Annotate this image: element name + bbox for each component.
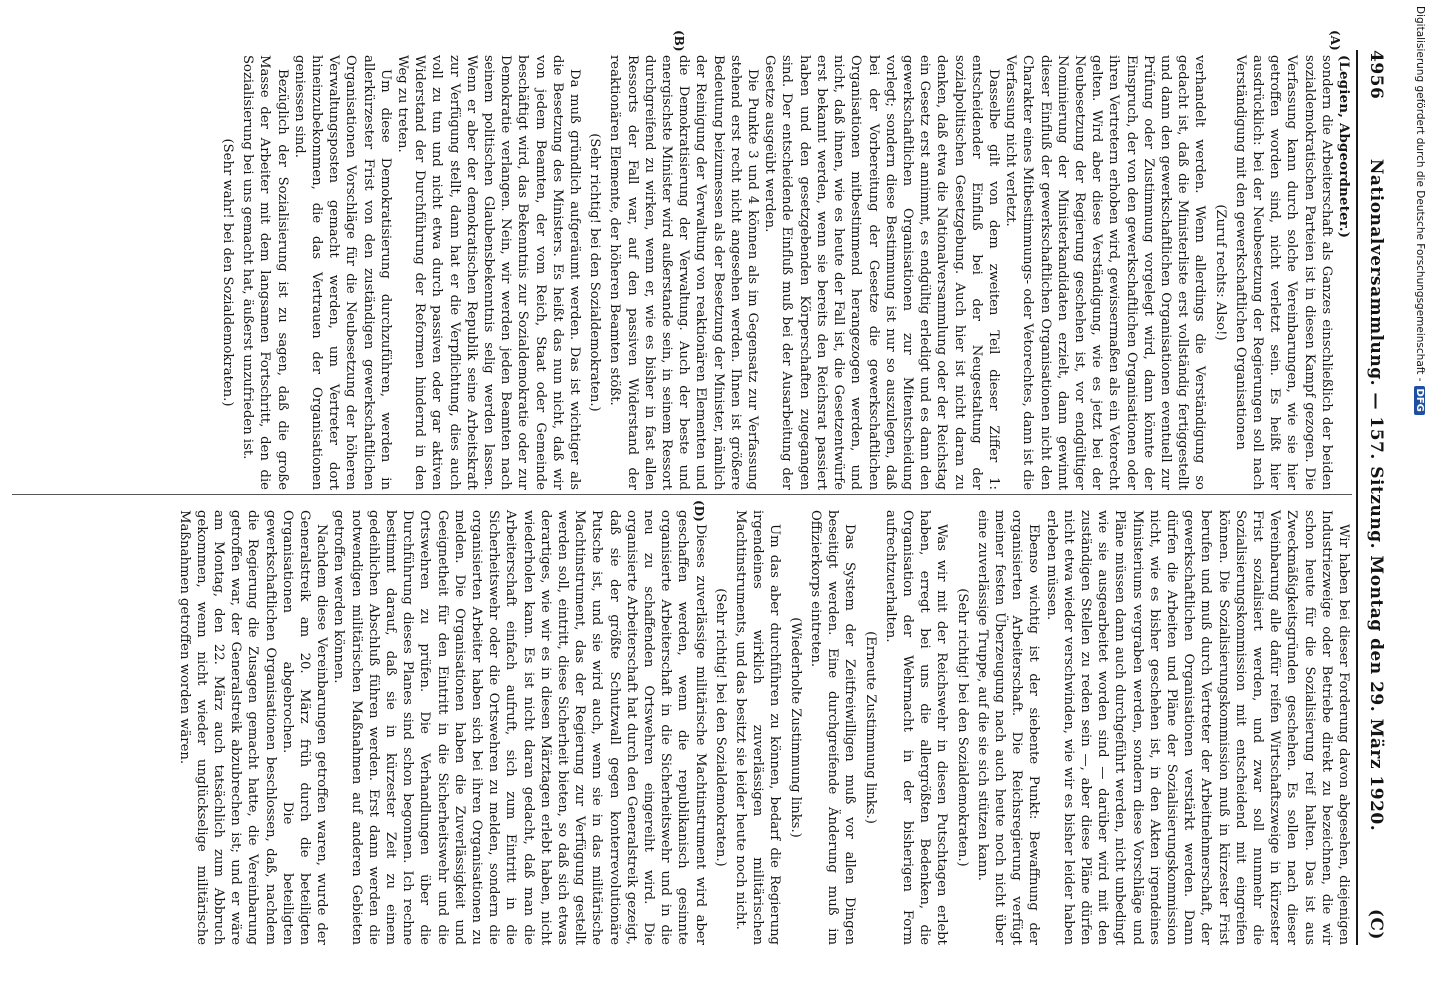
speaker-name: (Legien, Abgeordneter.) — [1336, 55, 1351, 239]
running-title: Nationalversammlung. — 157. Sitzung. Montag den 29. März 1920. — [1366, 158, 1386, 832]
interjection: (Wiederholte Zustimmung links.) — [787, 617, 803, 838]
interjection: (Sehr richtig! bei den Sozialdemokraten.) — [954, 588, 970, 867]
interjection: (Erneute Zustimmung links.) — [862, 631, 878, 824]
paragraph: Da muß gründlich aufgeräumt werden. Das ist wichtiger als die Besetzung des Ministers. Es heißt das nun nicht, daß wir von jedem Beamten, der vom Reich, Staat oder Gemeinde beschäftigt wird, das Bekenntnis zur Sozialdemokratie oder zur Demokratie verlangen. Nein, wir werden jeden Beamten nach seinem politischen Glaubensbekenntnis selig werden lassen. Wenn er aber der demokratischen Republik seine Arbeitskraft zur Verfügung stellt, dann hat er die Verpflichtung, dies auch voll zu tun und nicht etwa durch passiven oder gar aktiven Widerstand der Durchführung der Reformen hindernd in den Weg zu treten. — [395, 55, 583, 490]
page-number: 4956 — [1366, 50, 1386, 100]
header-rule — [1356, 50, 1358, 945]
paragraph: Um das aber durchführen zu können, bedarf die Regierung irgendeines wirklich zuverlässigen militärischen Machtinstruments, und das besitzt sie leider heute noch nicht. — [733, 510, 783, 945]
column-left — [216, 55, 1352, 490]
column-divider — [12, 494, 1352, 495]
column-marker-c: (C) — [1366, 908, 1386, 940]
interjection: (Zuruf rechts: Also!) — [1212, 204, 1228, 341]
paragraph: Wir haben bei dieser Forderung davon abgesehen, diejenigen Industriezweige oder Betriebe direkt zu bezeichnen, die wir schon heute für die Sozialisierung reif halten. Das ist aus Zweckmäßigkeitsgründen geschehen. Es sollen nach dieser Vereinbarung alle dafür reifen Wirtschaftszweige in kürzester Frist sozialisiert werden, und zwar soll nunmehr die Sozialisierungskommission mit entscheidend mit eingreifen können. Die Sozialisierungskommission muß in kürzester Frist berufen und muß durch Vertreter der Arbeitnehmerschaft, der gewerkschaftlichen Organisationen verstärkt werden. Dann dürfen die Arbeiten und Pläne der Sozialisierungskommission nicht, wie es bisher geschehen ist, in den Akten irgendeines Ministeriums vergraben werden, sondern diese Vorschläge und Pläne müssen dann auch durchgeführt werden, nicht unbedingt wie sie ausgearbeitet worden sind — darüber wird mit den zuständigen Stellen zu reden sein —, aber diese Pläne dürfen nicht etwa wieder verschwinden, wie wir es bisher leider haben erleben müssen. — [1043, 510, 1351, 945]
interjection: (Sehr richtig! bei den Sozialdemokraten.) — [587, 133, 603, 412]
paragraph: Bezüglich der Sozialisierung ist zu sagen, daß die große Masse der Arbeiter mit dem langsamen Fortschritt, den die Sozialisierung bei uns gemacht hat, äußerst unzufrieden ist. — [240, 55, 290, 490]
dfg-sidebar — [1404, 6, 1428, 666]
margin-mark-b: (B) — [672, 30, 686, 52]
paragraph: Das System der Zeitfreiwilligen muß vor allen Dingen beseitigt werden. Eine durchgreifende Änderung muß im Offizierkorps eintreten. — [807, 510, 858, 945]
column-right — [175, 510, 1352, 945]
paragraph: Die Punkte 3 und 4 können als im Gegensatz zur Verfassung stehend erst recht nicht angesehen werden. Ihnen ist größere Bedeutung beizumessen als der Besetzung der Minister, nämlich der Reinigung der Verwaltung von reaktionären Elementen und die Demokratisierung der Verwaltung. Auch der beste und energischste Minister wird außerstande sein, in seinem Ressort durchgreifend zu wirken, wenn er, wie es bisher in fast allen Ressorts der Fall war, auf den passiven Widerstand der reaktionären Elemente, der höheren Beamten stößt. — [607, 55, 761, 490]
funding-note — [1406, 6, 1426, 666]
paragraph: Nachdem diese Vereinbarungen getroffen waren, wurde der Generalstreik am 20. März früh durch die beteiligten Organisationen abgebrochen. Die beteiligten gewerkschaftlichen Organisationen beschlossen, daß, nachdem die Regierung die Zusagen gemacht hatte, die Vereinbarung getroffen war, der Generalstreik abzubrechen ist; und er wäre am Montag, den 22. März auch tatsächlich zum Abbruch gekommen, wenn nicht wieder unglückselige militärische Maßnahmen getroffen worden wären. — [176, 510, 330, 945]
paragraph: Dieses zuverlässige militärische Machtinstrument wird aber geschaffen werden, wenn die republikanisch gesinnte organisierte Arbeiterschaft in die Sicherheitswehr und in die neu zu schaffenden Ortswehren eingereiht wird. Die organisierte Arbeiterschaft hat durch den Generalstreik gezeigt, daß sie der größte Schutzwall gegen konterrevolutionäre Putsche ist, und sie wird auch, wenn sie in das militärische Machtinstrument, das der Regierung zur Verfügung gestellt werden soll, eintritt, diese Sicherheit bieten, so daß sich etwas derartiges, wie wir es in diesen Märztagen erlebt haben, nicht wiederholen kann. Es ist nicht daran gedacht, daß man die Arbeiterschaft einfach aufruft, sich zum Eintritt in die Sicherheitswehr oder die Ortswehren zu melden, sondern die organisierten Arbeiter haben sich bei ihren Organisationen zu melden. Die Organisationen haben die Zuverlässigkeit und Geeignetheit für den Eintritt in die Sicherheitswehr und die Ortswehren zu prüfen. Die Verhandlungen über die Durchführung dieses Planes sind schon begonnen. Ich rechne bestimmt darauf, daß sie in kürzester Zeit zu einem gedeihlichen Abschluß führen werden. Erst dann werden die notwendigen militärischen Maßnahmen auf anderen Gebieten getroffen werden können. — [331, 510, 708, 945]
paragraph: Was wir mit der Reichswehr in diesen Putschtagen erlebt haben, erregt bei uns die allergrößten Bedenken, die Organisation der Wehrmacht in der bisherigen Form aufrechtzuerhalten. — [882, 510, 950, 945]
funding-text: Digitalisierung gefördert durch die Deutsche Forschungsgemeinschaft - — [1414, 6, 1426, 382]
paragraph: Dasselbe gilt von dem zweiten Teil dieser Ziffer 1: entscheidender Einfluß bei der Neugestaltung der sozialpolitischen Gesetzgebung. Auch hier ist nicht daran zu denken, daß etwa die Nationalversammlung oder der Reichstag ein Gesetz erst annimmt, es endgültig erledigt und es dann den gewerkschaftlichen Organisationen zur Mitentscheidung vorlegt; sondern diese Bestimmung ist nur so auszulegen, daß bei der Vorbereitung der Gesetze die gewerkschaftlichen Organisationen mitbestimmend herangezogen werden, und nicht, daß ihnen, wie es heute der Fall ist, die Gesetzentwürfe erst bekannt werden, wenn sie bereits den Reichsrat passiert haben und den gesetzgebenden Körperschaften zugegangen sind. Der entscheidende Einfluß muß bei der Ausarbeitung der Gesetze ausgeübt werden. — [762, 55, 1001, 490]
paragraph: verhandelt werden. Wenn allerdings die Verständigung so gedacht ist, daß die Ministerliste erst vollständig fertiggestellt und dann den gewerkschaftlichen Organisationen eventuell zur Prüfung oder Zustimmung vorgelegt wird, dann könnte der Einspruch, der von den gewerkschaftlichen Organisationen oder ihren Vertretern erhoben wird, gewissermaßen als ein Vetorecht gelten. Wird aber diese Verständigung, wie es jetzt bei der Neubesetzung der Regierung geschehen ist, vor endgültiger Nominierung der Ministerkandidaten erzielt, dann gewinnt dieser Einfluß der gewerkschaftlichen Organisationen nicht den Charakter eines Mitbestimmungs- oder Vetorechtes, dann ist die Verfassung nicht verletzt. — [1003, 55, 1208, 490]
margin-mark-d: (D) — [692, 500, 706, 522]
margin-mark-a: (A) — [1328, 30, 1342, 51]
dfg-logo: DFG — [1414, 386, 1425, 415]
page-header — [1360, 50, 1386, 940]
paragraph: Ebenso wichtig ist der siebente Punkt: Bewaffnung der organisierten Arbeiterschaft. Die Reichsregierung verfügt meiner festen Überzeugung nach auch heute noch nicht über eine zuverlässige Truppe, auf die sie sich stützen kann. — [974, 510, 1042, 945]
paragraph: sondern die Arbeiterschaft als Ganzes einschließlich der beiden sozialdemokratischen Parteien ist in diesen Kampf gezogen. Die Verfassung kann durch solche Vereinbarungen, wie sie hier getroffen worden sind, nicht verletzt sein. Es heißt hier ausdrücklich: bei der Neubesetzung der Regierungen soll nach Verständigung mit den gewerkschaftlichen Organisationen — [1232, 55, 1334, 490]
interjection: (Sehr richtig! bei den Sozialdemokraten.) — [712, 588, 728, 867]
paragraph: Um diese Demokratisierung durchzuführen, werden in allerkürzester Frist von den zuständigen gewerkschaftlichen Organisationen Vorschläge für die Neubesetzung der höheren Verwaltungsposten gemacht werden, um Vertreter dort hineinzubekommen, die das Vertrauen der Organisationen geniessen sind. — [291, 55, 393, 490]
interjection: (Sehr wahr! bei den Sozialdemokraten.) — [220, 138, 235, 407]
